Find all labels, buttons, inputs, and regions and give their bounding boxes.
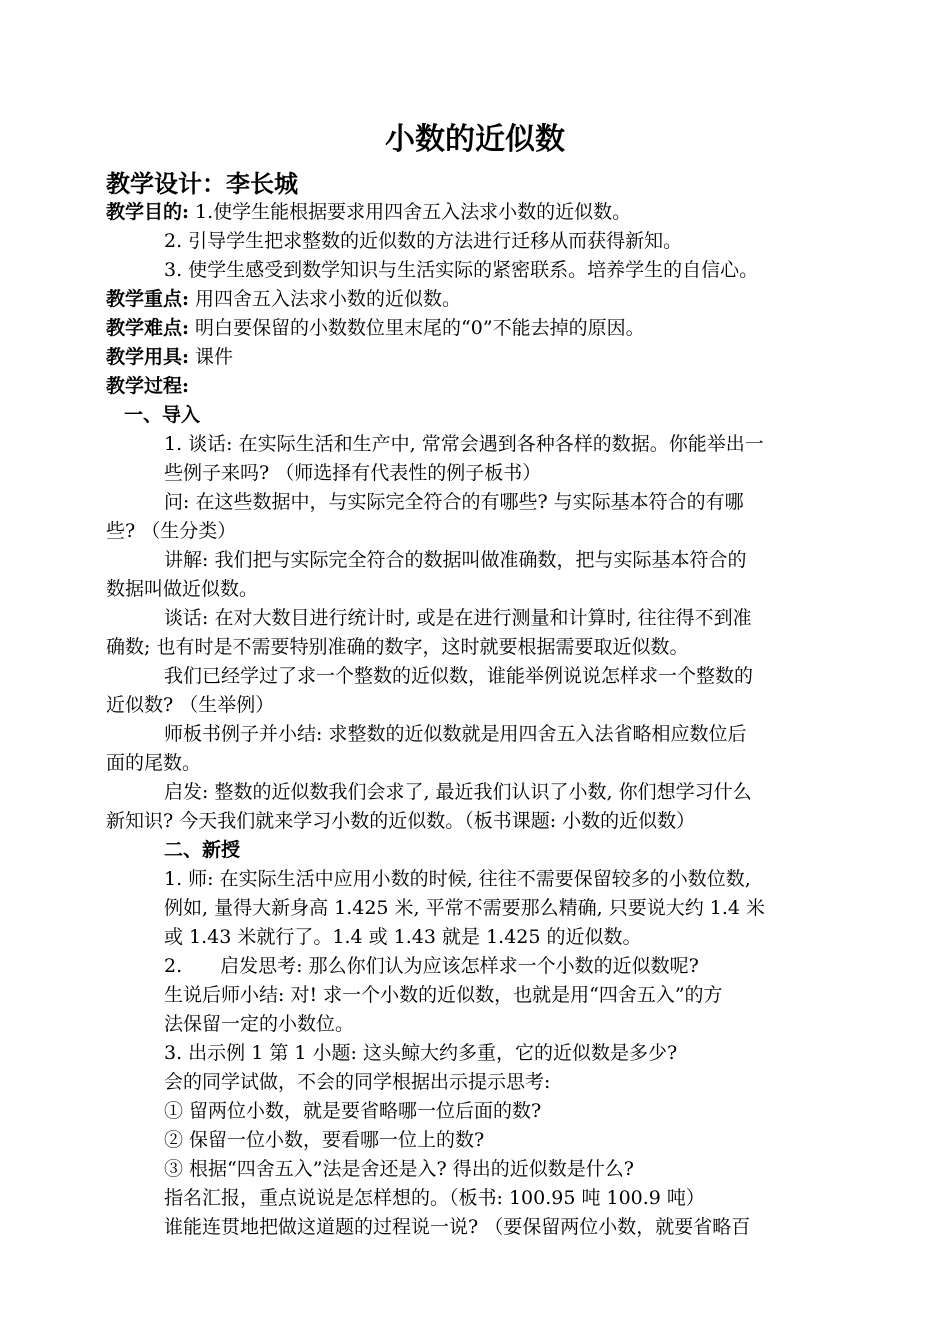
goal-line-3: 3. 使学生感受到数学知识与生活实际的紧密联系。培养学生的自信心。 bbox=[164, 259, 759, 281]
tools-label: 教学用具: bbox=[106, 346, 190, 368]
goal-text-1: 1.使学生能根据要求用四舍五入法求小数的近似数。 bbox=[189, 201, 632, 223]
tools-text: 课件 bbox=[189, 346, 234, 368]
difficulty-line bbox=[106, 314, 850, 343]
paragraph-line: ① 留两位小数，就是要省略哪一位后面的数? bbox=[164, 1100, 542, 1122]
paragraph-line: 新知识? 今天我们就来学习小数的近似数。（板书课题: 小数的近似数） bbox=[106, 810, 696, 832]
goal-label: 教学目的: bbox=[106, 201, 190, 223]
paragraph-line: 法保留一定的小数位。 bbox=[164, 1013, 355, 1035]
author-line: 教学设计：李长城 bbox=[106, 169, 298, 198]
tools-line bbox=[106, 343, 850, 372]
paragraph-line: 讲解: 我们把与实际完全符合的数据叫做准确数，把与实际基本符合的 bbox=[164, 549, 747, 571]
difficulty-text: 明白要保留的小数数位里末尾的“0”不能去掉的原因。 bbox=[189, 317, 645, 339]
paragraph-line: 谈话: 在对大数目进行统计时, 或是在进行测量和计算时, 往往得不到准 bbox=[164, 607, 752, 629]
paragraph-line: 会的同学试做，不会的同学根据出示提示思考: bbox=[164, 1071, 551, 1093]
paragraph-line: ② 保留一位小数，要看哪一位上的数? bbox=[164, 1129, 485, 1151]
goal-line-1 bbox=[106, 198, 850, 227]
paragraph-line: 我们已经学过了求一个整数的近似数，谁能举例说说怎样求一个整数的 bbox=[164, 665, 754, 687]
paragraph-line: 1. 师: 在实际生活中应用小数的时候, 往往不需要保留较多的小数位数, bbox=[164, 868, 751, 890]
section-heading-intro: 一、导入 bbox=[124, 404, 201, 426]
paragraph-line: 谁能连贯地把做这道题的过程说一说? （要保留两位小数，就要省略百 bbox=[164, 1216, 751, 1238]
paragraph-line: 例如, 量得大新身高 1.425 米, 平常不需要那么精确, 只要说大约 1.4 米 bbox=[164, 897, 766, 919]
page-title: 小数的近似数 bbox=[385, 122, 565, 157]
paragraph-line: 师板书例子并小结: 求整数的近似数就是用四舍五入法省略相应数位后 bbox=[164, 723, 747, 745]
paragraph-line: 确数; 也有时是不需要特别准确的数字，这时就要根据需要取近似数。 bbox=[106, 636, 689, 658]
key-point-line bbox=[106, 285, 850, 314]
paragraph-line: 启发: 整数的近似数我们会求了, 最近我们认识了小数, 你们想学习什么 bbox=[164, 781, 752, 803]
paragraph-line: 指名汇报，重点说说是怎样想的。（板书: 100.95 吨 100.9 吨） bbox=[164, 1187, 705, 1209]
paragraph-line: 问: 在这些数据中，与实际完全符合的有哪些? 与实际基本符合的有哪 bbox=[164, 491, 744, 513]
difficulty-label: 教学难点: bbox=[106, 317, 190, 339]
paragraph-line: 近似数? （生举例） bbox=[106, 694, 275, 716]
paragraph-line: 生说后师小结: 对! 求一个小数的近似数，也就是用“四舍五入”的方 bbox=[164, 984, 723, 1006]
paragraph-line: 2. 启发思考: 那么你们认为应该怎样求一个小数的近似数呢? bbox=[164, 955, 699, 977]
paragraph-line: ③ 根据“四舍五入”法是舍还是入? 得出的近似数是什么? bbox=[164, 1158, 634, 1180]
paragraph-line: 3. 出示例 1 第 1 小题: 这头鲸大约多重，它的近似数是多少? bbox=[164, 1042, 678, 1064]
process-label: 教学过程: bbox=[106, 375, 190, 397]
goal-line-2: 2. 引导学生把求整数的近似数的方法进行迁移从而获得新知。 bbox=[164, 230, 683, 252]
paragraph-line: 1. 谈话: 在实际生活和生产中, 常常会遇到各种各样的数据。你能举出一 bbox=[164, 433, 764, 455]
paragraph-line: 数据叫做近似数。 bbox=[106, 578, 259, 600]
paragraph-line: 些例子来吗? （师选择有代表性的例子板书） bbox=[164, 462, 542, 484]
paragraph-line: 或 1.43 米就行了。1.4 或 1.43 就是 1.425 的近似数。 bbox=[164, 926, 642, 948]
section-heading-new: 二、新授 bbox=[164, 839, 241, 861]
paragraph-line: 面的尾数。 bbox=[106, 752, 202, 774]
paragraph-line: 些? （生分类） bbox=[106, 520, 237, 542]
key-label: 教学重点: bbox=[106, 288, 190, 310]
key-text: 用四舍五入法求小数的近似数。 bbox=[189, 288, 462, 310]
